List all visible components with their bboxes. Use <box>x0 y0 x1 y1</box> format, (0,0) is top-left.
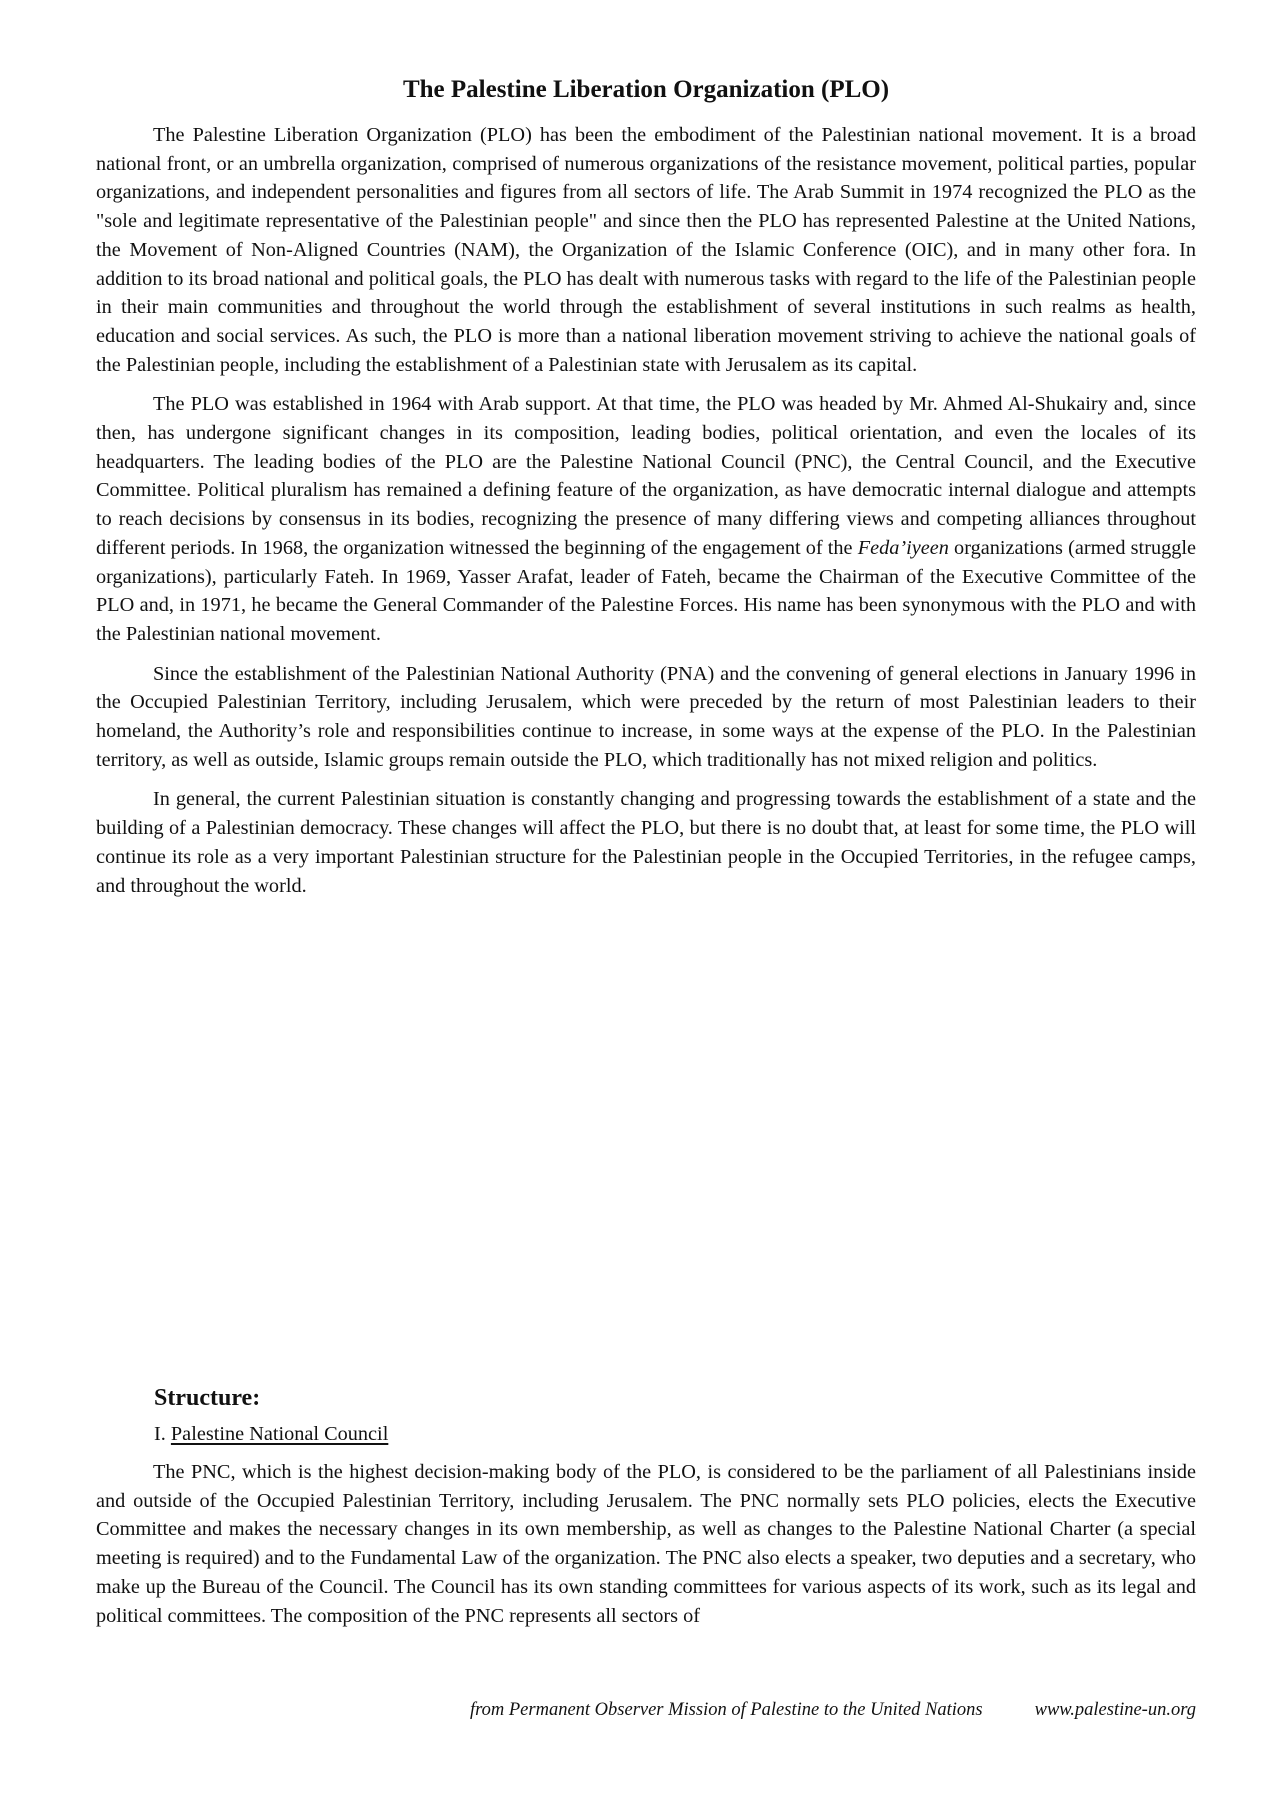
paragraph-pnc: The PNC, which is the highest decision-making body of the PLO, is considered to be the parliament of all Palestinians inside and outside of the Occupied Palestinian Territory, including Jerusalem. The PNC normally sets PLO policies, elects the Executive Committee and makes the necessary changes in its own membership, as well as changes to the Palestine National Charter (a special meeting is required) and to the Fundamental Law of the organization. The PNC also elects a speaker, two deputies and a secretary, who make up the Bureau of the Council. The Council has its own standing committees for various aspects of its work, such as its legal and political committees. The composition of the PNC represents all sectors of <box>96 1461 1196 1627</box>
footer-source: from Permanent Observer Mission of Palestine to the United Nations <box>469 1700 983 1720</box>
subsection-title: Palestine National Council <box>170 1423 389 1445</box>
paragraph-general: In general, the current Palestinian situation is constantly changing and progressing towards the establishment of a state and the building of a Palestinian democracy. These changes will affect the PLO, but there is no doubt that, at least for some time, the PLO will continue its role as a very important Palestinian structure for the Palestinian people in the Occupied Territories, in the refugee camps, and throughout the world. <box>96 788 1196 897</box>
subsection-number: I. <box>154 1423 166 1445</box>
footer-website: www.palestine-un.org <box>1034 1700 1196 1720</box>
structure-section <box>96 1382 1196 1630</box>
structure-heading: Structure: <box>154 1385 261 1411</box>
fedaiyeen-term: Feda’iyeen <box>857 536 949 559</box>
history-text-end: organizations (armed struggle organizations), particularly Fateh. In 1969, Yasser Arafat, leader of Fateh, became the Chairman of the Executive Committee of the PLO and, in 1971, he became the General Commander of the Palestine Forces. His name has been synonymous with the PLO and with the Palestinian national movement. <box>96 536 1197 645</box>
paragraph-overview: The Palestine Liberation Organization (PLO) has been the embodiment of the Palestinian national movement. It is a broad national front, or an umbrella organization, comprised of numerous organizations of the resistance movement, political parties, popular organizations, and independent personalities and figures from all sectors of life. The Arab Summit in 1974 recognized the PLO as the "sole and legitimate representative of the Palestinian people" and since then the PLO has represented Palestine at the United Nations, the Movement of Non-Aligned Countries (NAM), the Organization of the Islamic Conference (OIC), and in many other fora. In addition to its broad national and political goals, the PLO has dealt with numerous tasks with regard to the life of the Palestinian people in their main communities and throughout the world through the establishment of several institutions in such realms as health, education and social services. As such, the PLO is more than a national liberation movement striving to achieve the national goals of the Palestinian people, including the establishment of a Palestinian state with Jerusalem as its capital. <box>96 124 1196 376</box>
subsection-heading <box>154 1420 1196 1448</box>
document-title: The Palestine Liberation Organization (PLO) <box>402 76 890 103</box>
intro-section <box>96 121 1196 900</box>
page-footer <box>96 1697 1196 1723</box>
paragraph-pna: Since the establishment of the Palestinian National Authority (PNA) and the convening of general elections in January 1996 in the Occupied Palestinian Territory, including Jerusalem, which were preceded by the return of most Palestinian leaders to their homeland, the Authority’s role and responsibilities continue to increase, in some ways at the expense of the PLO. In the Palestinian territory, as well as outside, Islamic groups remain outside the PLO, which traditionally has not mixed religion and politics. <box>96 662 1196 771</box>
history-text-start: The PLO was established in 1964 with Arab support. At that time, the PLO was headed by Mr. Ahmed Al-Shukairy and, since then, has undergone significant changes in its composition, leading bodies, political orientation, and even the locales of its headquarters. The leading bodies of the PLO are the Palestine National Council (PNC), the Central Council, and the Executive Committee. Political pluralism has remained a defining feature of the organization, as have democratic internal dialogue and attempts to reach decisions by consensus in its bodies, recognizing the presence of many differing views and competing alliances throughout different periods. In 1968, the organization witnessed the beginning of the engagement of the <box>96 393 1196 559</box>
paragraph-history <box>96 390 1196 648</box>
